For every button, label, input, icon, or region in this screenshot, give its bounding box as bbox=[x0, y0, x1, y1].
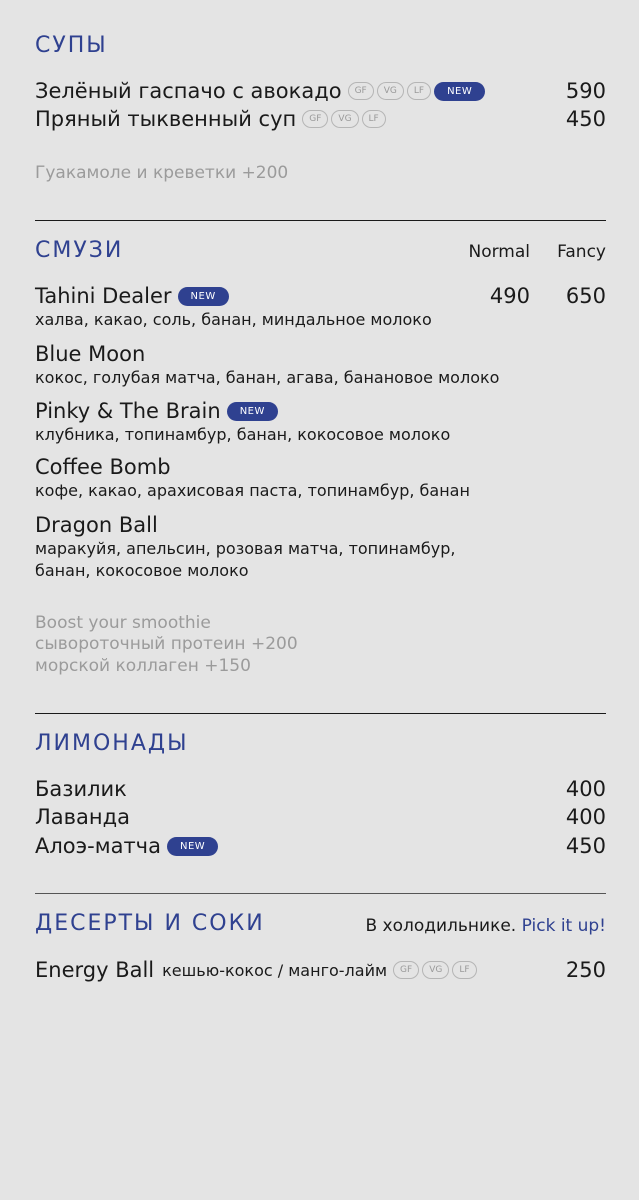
menu-item-tahini-dealer bbox=[35, 283, 606, 309]
item-description: клубника, топинамбур, банан, кокосовое молоко bbox=[35, 425, 451, 444]
price-normal: 490 bbox=[489, 284, 530, 308]
fridge-notice bbox=[35, 913, 606, 939]
item-name: Pinky & The Brain bbox=[35, 399, 221, 423]
item-description-line-2: банан, кокосовое молоко bbox=[35, 561, 249, 580]
item-description: кокос, голубая матча, банан, агава, банановое молоко bbox=[35, 368, 500, 387]
item-name: Зелёный гаспачо с авокадо bbox=[35, 79, 342, 103]
price-fancy: 650 bbox=[565, 284, 606, 308]
diet-tags bbox=[348, 82, 486, 101]
item-price: 250 bbox=[565, 958, 606, 982]
column-normal: Normal bbox=[468, 242, 530, 262]
boost-option-protein: сывороточный протеин +200 bbox=[35, 634, 298, 654]
vegan-tag: VG bbox=[377, 82, 404, 100]
item-price: 450 bbox=[565, 107, 606, 131]
new-badge: NEW bbox=[227, 402, 278, 421]
item-description: кофе, какао, арахисовая паста, топинамбур, банан bbox=[35, 481, 470, 500]
item-name: Dragon Ball bbox=[35, 513, 158, 537]
menu-item-energy-ball bbox=[35, 957, 606, 983]
section-title-smoothies: СМУЗИ bbox=[35, 238, 124, 263]
menu-item-basil bbox=[35, 776, 606, 802]
menu-item-aloe-matcha bbox=[35, 833, 606, 859]
item-name: Лаванда bbox=[35, 805, 131, 829]
lactose-free-tag: LF bbox=[362, 110, 386, 128]
lactose-free-tag: LF bbox=[407, 82, 431, 100]
section-title-desserts: ДЕСЕРТЫ И СОКИ bbox=[35, 911, 265, 936]
fridge-text bbox=[365, 913, 606, 939]
menu-item-gazpacho bbox=[35, 78, 606, 104]
item-name: Пряный тыквенный суп bbox=[35, 107, 297, 131]
menu-item-dragon-ball bbox=[35, 512, 606, 538]
diet-tags bbox=[302, 110, 389, 128]
menu-item-lavender bbox=[35, 804, 606, 830]
lactose-free-tag: LF bbox=[452, 961, 476, 979]
soups-addon-note: Гуакамоле и креветки +200 bbox=[35, 163, 289, 183]
item-flavors: кешью-кокос / манго-лайм bbox=[162, 960, 388, 980]
section-title-lemonades: ЛИМОНАДЫ bbox=[35, 731, 189, 756]
fridge-label: В холодильнике. bbox=[365, 916, 517, 936]
new-badge: NEW bbox=[178, 287, 229, 306]
boost-title: Boost your smoothie bbox=[35, 613, 211, 633]
new-badge: NEW bbox=[167, 837, 218, 856]
vegan-tag: VG bbox=[422, 961, 449, 979]
menu-item-coffee-bomb bbox=[35, 454, 606, 480]
gluten-free-tag: GF bbox=[348, 82, 374, 100]
section-divider bbox=[35, 220, 606, 221]
column-fancy: Fancy bbox=[557, 242, 606, 262]
section-divider bbox=[35, 713, 606, 714]
item-description-line-1: маракуйя, апельсин, розовая матча, топинамбур, bbox=[35, 539, 456, 558]
item-price: 450 bbox=[565, 834, 606, 858]
item-name: Blue Moon bbox=[35, 342, 146, 366]
smoothie-size-header bbox=[35, 239, 606, 265]
section-title-soups: СУПЫ bbox=[35, 33, 108, 58]
badge-group bbox=[167, 837, 218, 856]
vegan-tag: VG bbox=[331, 110, 358, 128]
item-name: Алоэ-матча bbox=[35, 834, 161, 858]
diet-tags bbox=[393, 961, 480, 979]
badge-group bbox=[178, 287, 229, 306]
gluten-free-tag: GF bbox=[393, 961, 419, 979]
gluten-free-tag: GF bbox=[302, 110, 328, 128]
item-price: 400 bbox=[565, 777, 606, 801]
item-name: Базилик bbox=[35, 777, 127, 801]
item-price: 590 bbox=[565, 79, 606, 103]
menu-item-pumpkin-soup bbox=[35, 106, 606, 132]
item-description: халва, какао, соль, банан, миндальное молоко bbox=[35, 310, 432, 329]
menu-item-pinky-the-brain bbox=[35, 398, 606, 424]
item-name: Energy Ball bbox=[35, 958, 155, 982]
menu-item-blue-moon bbox=[35, 341, 606, 367]
boost-option-collagen: морской коллаген +150 bbox=[35, 656, 251, 676]
pick-it-up-link[interactable]: Pick it up! bbox=[521, 916, 606, 936]
item-name: Coffee Bomb bbox=[35, 455, 171, 479]
section-divider bbox=[35, 893, 606, 894]
new-badge: NEW bbox=[434, 82, 485, 101]
item-name: Tahini Dealer bbox=[35, 284, 172, 308]
item-price: 400 bbox=[565, 805, 606, 829]
badge-group bbox=[227, 402, 278, 421]
